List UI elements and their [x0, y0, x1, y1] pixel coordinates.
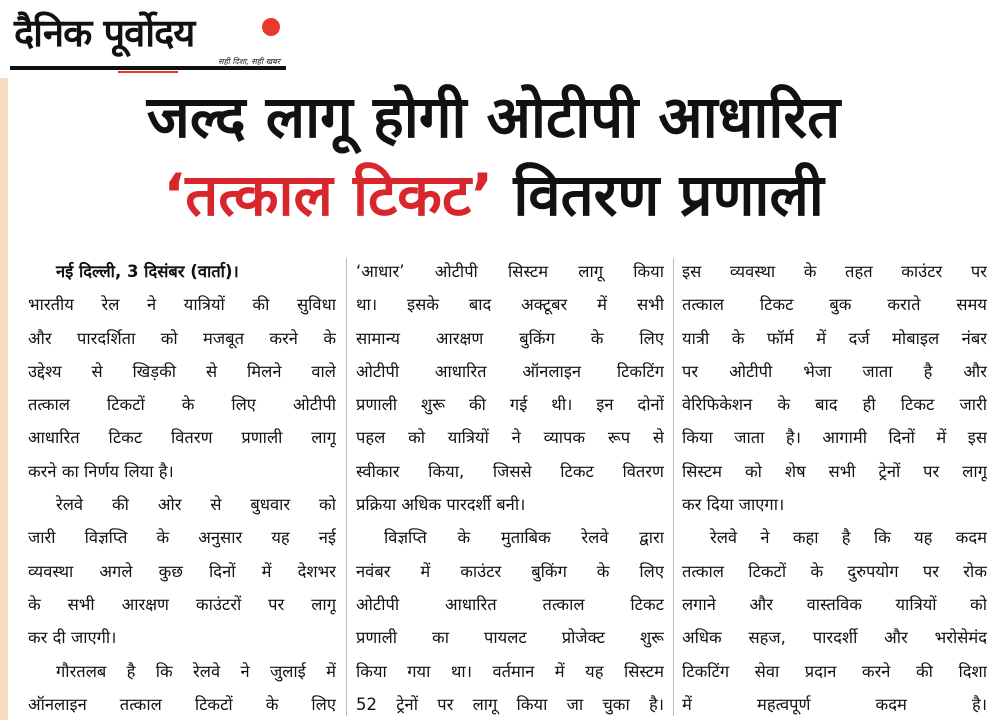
article-line: प्रणाली शुरू की गई थी। इन दोनों: [356, 395, 664, 415]
article-line: उद्देश्य से खिड़की से मिलने वाले: [28, 361, 336, 381]
article-line: तत्काल टिकट बुक कराते समय: [682, 295, 987, 315]
article-column-3: [682, 255, 987, 717]
article-line: और पारदर्शिता को मजबूत करने के: [28, 328, 336, 348]
headline-line-1: जल्द लागू होगी ओटीपी आधारित: [146, 83, 841, 151]
article-line: विज्ञप्ति के मुताबिक रेलवे द्वारा: [384, 528, 664, 548]
masthead-rule: [10, 66, 286, 70]
headline-line-2: [0, 162, 987, 228]
article-line: पहल को यात्रियों ने व्यापक रूप से: [356, 428, 664, 448]
article-dateline: नई दिल्ली, 3 दिसंबर (वार्ता)।: [56, 262, 239, 281]
article-line: गौरतलब है कि रेलवे ने जुलाई में: [56, 661, 336, 681]
article-line: कर दिया जाएगा।: [682, 495, 785, 515]
article-line: ‘आधार’ ओटीपी सिस्टम लागू किया: [356, 262, 664, 281]
article-line: ओटीपी आधारित तत्काल टिकट: [356, 594, 664, 614]
article-line: लगाने और वास्तविक यात्रियों को: [682, 594, 987, 614]
article-line: पर ओटीपी भेजा जाता है और: [682, 361, 987, 381]
article-line: प्रणाली का पायलट प्रोजेक्ट शुरू: [356, 628, 664, 648]
article-line: ओटीपी आधारित ऑनलाइन टिकटिंग: [356, 361, 664, 381]
article-line: यात्री के फॉर्म में दर्ज मोबाइल नंबर: [682, 328, 987, 348]
article-line: व्यवस्था अगले कुछ दिनों में देशभर: [28, 561, 336, 581]
column-divider: [346, 258, 347, 716]
article-line: के सभी आरक्षण काउंटरों पर लागू: [28, 594, 336, 614]
masthead-tagline: सही दिशा, सही खबर: [218, 57, 280, 66]
article-line: इस व्यवस्था के तहत काउंटर पर: [682, 262, 987, 281]
article-line: सामान्य आरक्षण बुकिंग के लिए: [356, 328, 664, 348]
article-line: कर दी जाएगी।: [28, 628, 117, 648]
article-line: किया गया था। वर्तमान में यह सिस्टम: [356, 661, 664, 681]
article-line: वेरिफिकेशन के बाद ही टिकट जारी: [682, 395, 987, 415]
article-line: सिस्टम को शेष सभी ट्रेनों पर लागू: [682, 461, 987, 481]
article-line: आधारित टिकट वितरण प्रणाली लागू: [28, 428, 336, 448]
article-column-1: [28, 255, 336, 717]
column-divider: [673, 258, 674, 716]
article-line: 52 ट्रेनों पर लागू किया जा चुका है।: [356, 694, 664, 714]
article-line: में महत्वपूर्ण कदम है।: [682, 694, 987, 714]
article-line: रेलवे की ओर से बुधवार को: [56, 495, 336, 515]
article-column-2: [356, 255, 664, 717]
article-line: करने का निर्णय लिया है।: [28, 461, 174, 481]
article-line: स्वीकार किया, जिससे टिकट वितरण: [356, 461, 664, 481]
headline-highlight: ‘तत्काल टिकट’: [163, 161, 494, 229]
article-line: तत्काल टिकटों के लिए ओटीपी: [28, 395, 336, 415]
article-line: था। इसके बाद अक्टूबर में सभी: [356, 295, 664, 315]
article-line: अधिक सहज, पारदर्शी और भरोसेमंद: [682, 628, 987, 648]
newspaper-logo: दैनिक पूर्वोदय: [14, 11, 195, 55]
article-line: तत्काल टिकटों के दुरुपयोग पर रोक: [682, 561, 987, 581]
article-line: नवंबर में काउंटर बुकिंग के लिए: [356, 561, 664, 581]
article-line: प्रक्रिया अधिक पारदर्शी बनी।: [356, 495, 526, 515]
article-line: टिकटिंग सेवा प्रदान करने की दिशा: [682, 661, 987, 681]
masthead: [10, 6, 286, 74]
article-line: रेलवे ने कहा है कि यह कदम: [710, 528, 987, 548]
article-line: किया जाता है। आगामी दिनों में इस: [682, 428, 987, 448]
logo-sun-icon: [262, 18, 280, 36]
article-line: भारतीय रेल ने यात्रियों की सुविधा: [28, 295, 336, 315]
headline-line-2-rest: वितरण प्रणाली: [513, 161, 824, 229]
article-line: जारी विज्ञप्ति के अनुसार यह नई: [28, 528, 336, 548]
masthead-red-rule: [118, 71, 178, 73]
article-line: ऑनलाइन तत्काल टिकटों के लिए: [28, 694, 336, 714]
